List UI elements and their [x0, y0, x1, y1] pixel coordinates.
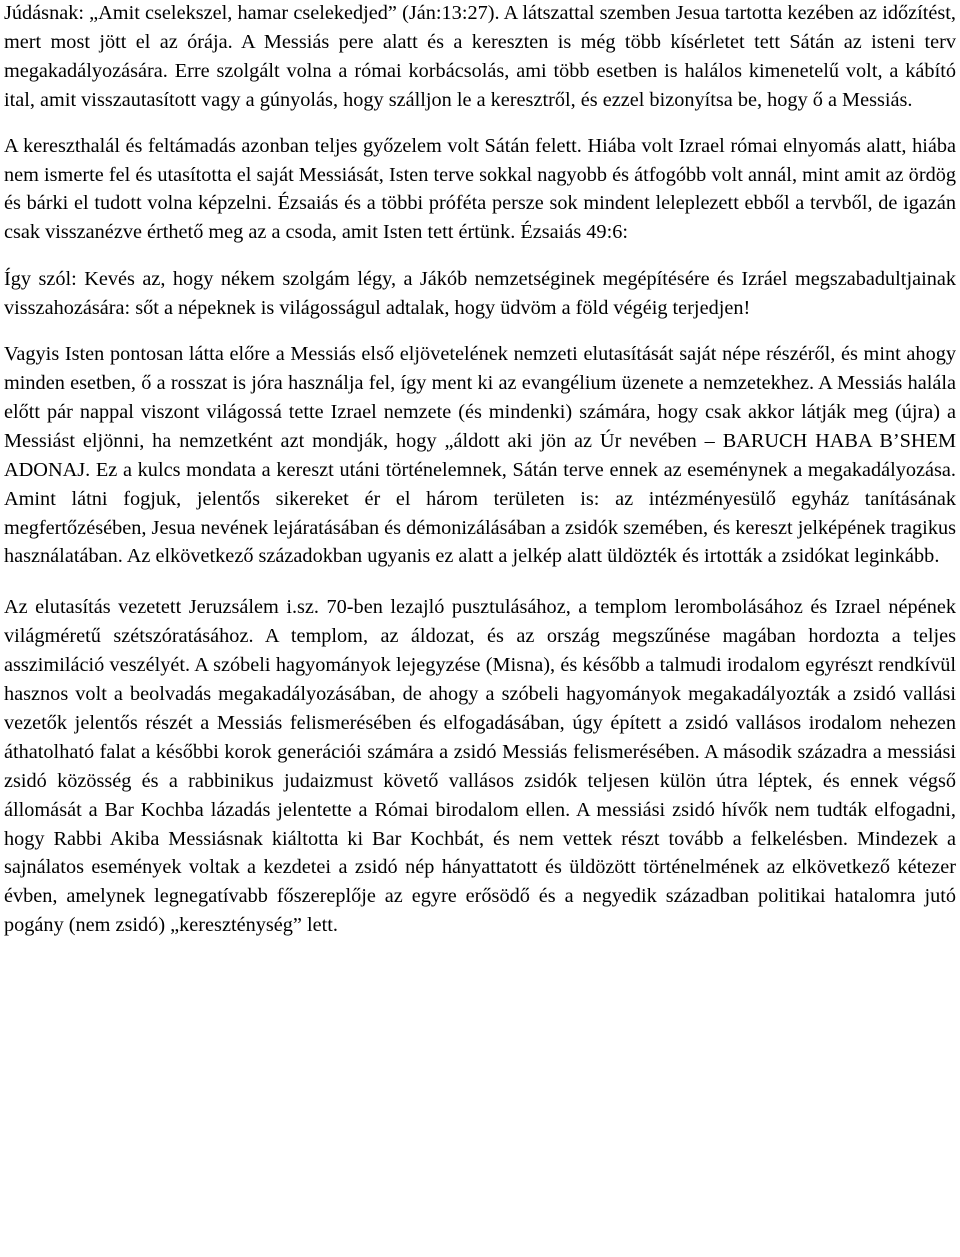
- paragraph-national-rejection: Vagyis Isten pontosan látta előre a Messiás első eljövetelének nemzeti elutasítását saját népe részéről, és mint ahogy minden esetben, ő a rosszat is jóra használja fel, így ment ki az evangélium üzenete a nemzetekhez. A Messiás halála előtt pár nappal viszont világossá tette Izrael nemzete (és mindenki) számára, hogy csak akkor látják meg (újra) a Messiást eljönni, ha nemzetként azt mondják, hogy „áldott aki jön az Úr nevében – BARUCH HABA B’SHEM ADONAJ. Ez a kulcs mondata a kereszt utáni történelemnek, Sátán terve ennek az eseménynek a megakadályozása. Amint látni fogjuk, jelentős sikereket ér el három területen is: az intézményesülő egyház tanításának megfertőzésében, Jesua nevének lejáratásában és démonizálásában a zsidók szemében, és kereszt jelképének tragikus használatában. Az elkövetkező századokban ugyanis ez alatt a jelkép alatt üldözték és irtották a zsidókat leginkább.: [4, 343, 956, 568]
- paragraph-jerusalem-destruction: Az elutasítás vezetett Jeruzsálem i.sz. 70-ben lezajló pusztulásához, a templom lerombolásához és Izrael népének világméretű szétszóratásához. A templom, az áldozat, és az ország megszűnése magában hordozta a teljes asszimiláció veszélyét. A szóbeli hagyományok lejegyzése (Misna), és később a talmudi irodalom egyrészt rendkívül hasznos volt a beolvadás megakadályozásában, de ahogy a szóbeli hagyományok megakadályozták a zsidó vallási vezetők jelentős részét a Messiás felismerésében és elfogadásában, úgy épített a zsidó vallásos irodalom nehezen áthatolható falat a későbbi korok generációi számára a zsidó Messiás felismerésében. A második századra a messiási zsidó közösség és a rabbinikus judaizmust követő vallásos zsidók teljesen külön útra léptek, és ennek végső állomását a Bar Kochba lázadás jelentette a Római birodalom ellen. A messiási zsidó hívők nem tudták elfogadni, hogy Rabbi Akiba Messiásnak kiáltotta ki Bar Kochbát, és nem vettek részt tovább a felkelésben. Mindezek a sajnálatos események voltak a kezdetei a zsidó nép hányattatott és üldözött történelmének az elkövetkező kétezer évben, amelynek legnegatívabb főszereplője az egyre erősödő és a negyedik században politikai hatalomra jutó pogány (nem zsidó) „kereszténység” lett.: [4, 596, 956, 937]
- paragraph-judas-timing: Júdásnak: „Amit cselekszel, hamar cselekedjed” (Ján:13:27). A látszattal szemben Jesua tartotta kezében az időzítést, mert most jött el az órája. A Messiás pere alatt és a kereszten is még több kísérletet tett Sátán az isteni terv megakadályozására. Erre szolgált volna a római korbácsolás, ami több esetben is halálos kimenetelű volt, a kábító ital, amit visszautasított vagy a gúnyolás, hogy szálljon le a keresztről, és ezzel bizonyítsa be, hogy ő a Messiás.: [4, 2, 956, 111]
- paragraph-victory-over-satan: A kereszthalál és feltámadás azonban teljes győzelem volt Sátán felett. Hiába volt Izrael római elnyomás alatt, hiába nem ismerte fel és utasította el saját Messiását, Isten terve sokkal nagyobb és átfogóbb volt annál, mint amit az ördög és bárki el tudott volna képzelni. Ézsaiás és a többi próféta persze sok mindent leleplezett ebből a tervből, de igazán csak visszanézve érthető meg az a csoda, amit Isten tett értünk. Ézsaiás 49:6:: [4, 134, 956, 244]
- paragraph-isaiah-quote: Így szól: Kevés az, hogy nékem szolgám légy, a Jákób nemzetséginek megépítésére és Izráel megszabadultjainak visszahozására: sőt a népeknek is világosságul adtalak, hogy üdvöm a föld végéig terjedjen!: [4, 268, 956, 320]
